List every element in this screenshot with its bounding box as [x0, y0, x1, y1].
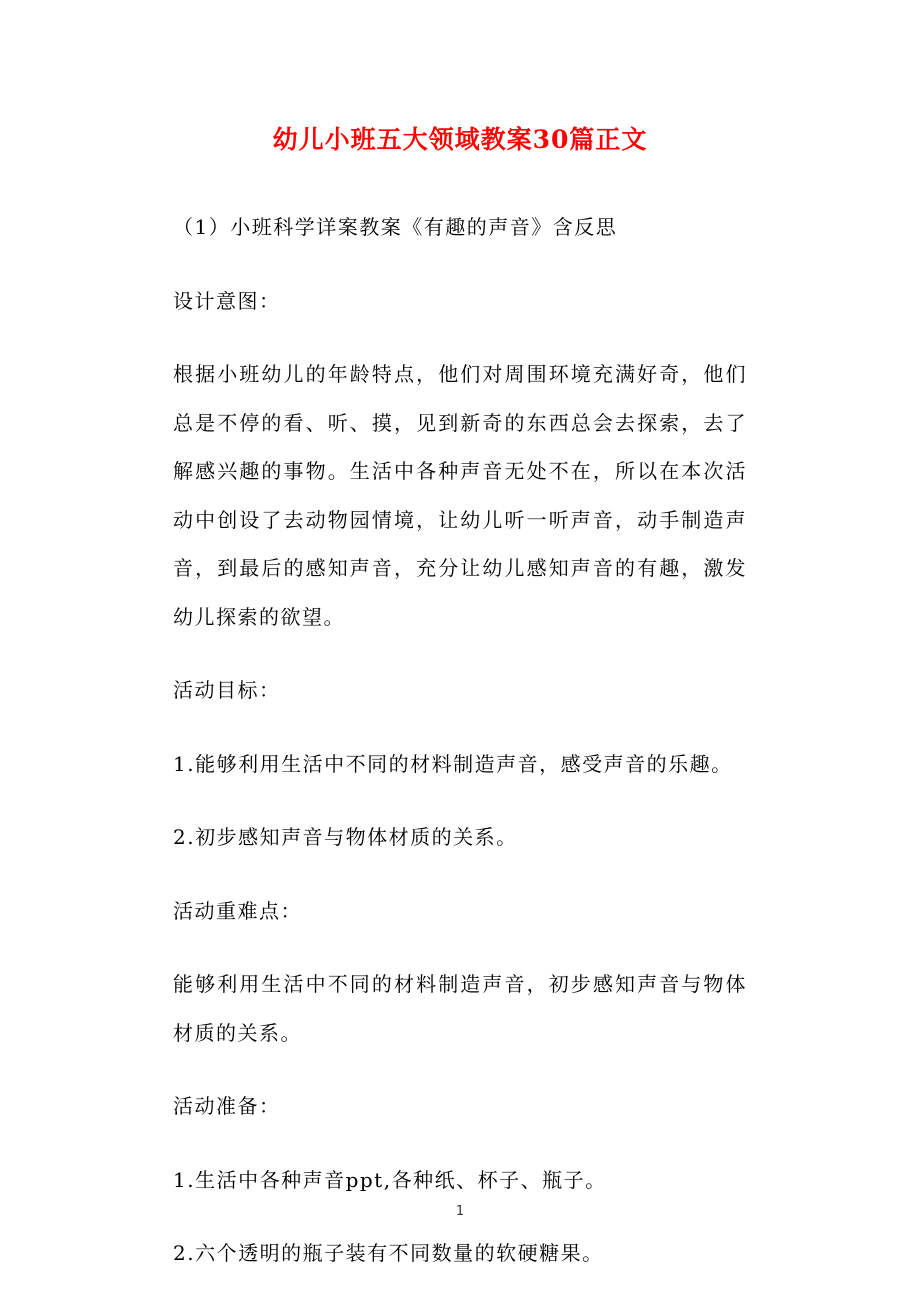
- document-body: [173, 203, 747, 1303]
- heading-key-difficulties: 活动重难点：: [173, 898, 302, 923]
- preparation-item-1: 1.生活中各种声音ppt,各种纸、杯子、瓶子。: [173, 1167, 607, 1192]
- heading-activity-goals: 活动目标：: [173, 678, 281, 702]
- heading-activity-preparation: 活动准备：: [173, 1094, 281, 1118]
- goal-item-2: 2.初步感知声音与物体材质的关系。: [173, 825, 518, 849]
- paragraph-design-intent: 根据小班幼儿的年龄特点，他们对周围环境充满好奇，他们总是不停的看、听、摸，见到新奇的东西总会去探索，去了解感兴趣的事物。生活中各种声音无处不在，所以在本次活动中创设了去动物园情境，让幼儿听一听声音，动手制造声音，到最后的感知声音，充分让幼儿感知声音的有趣，激发幼儿探索的欲望。: [173, 362, 747, 629]
- paragraph-key-difficulties: 能够利用生活中不同的材料制造声音，初步感知声音与物体材质的关系。: [173, 972, 747, 1045]
- section-heading-lesson: （1）小班科学详案教案《有趣的声音》含反思: [173, 215, 618, 239]
- preparation-item-2: 2.六个透明的瓶子装有不同数量的软硬糖果。: [173, 1241, 604, 1265]
- heading-design-intent: 设计意图：: [173, 288, 281, 313]
- document-title: 幼儿小班五大领域教案30篇正文: [272, 125, 648, 154]
- page-number: 1: [455, 1204, 465, 1219]
- goal-item-1: 1.能够利用生活中不同的材料制造声音，感受声音的乐趣。: [173, 751, 733, 776]
